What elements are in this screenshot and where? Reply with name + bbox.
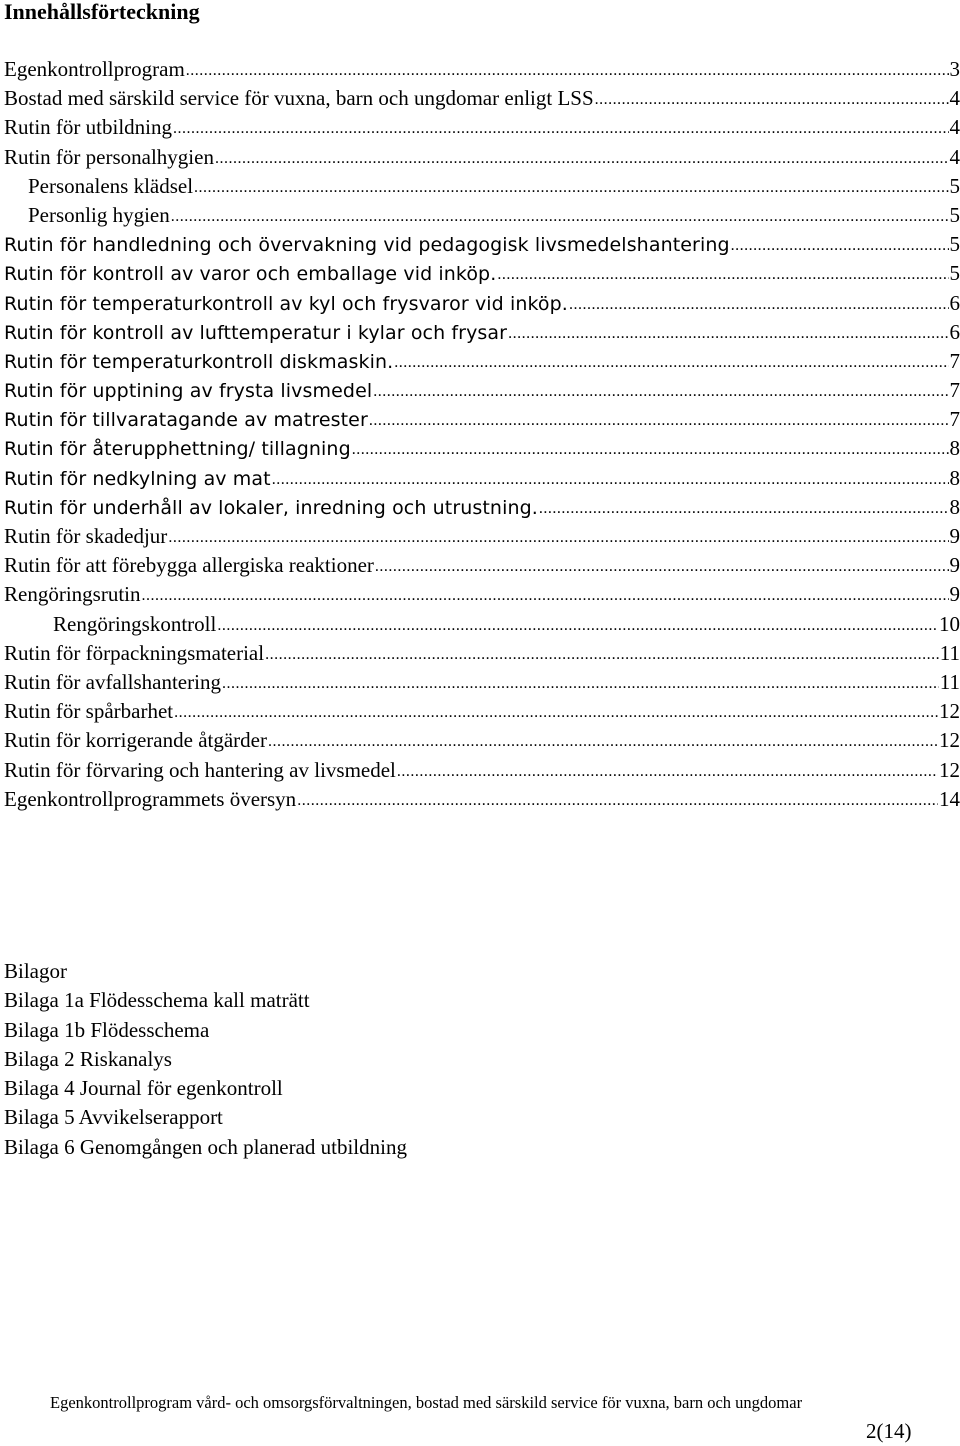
toc-entry[interactable] bbox=[4, 726, 960, 755]
toc-entry-page-number: 4 bbox=[949, 86, 960, 111]
toc-entry-label: Rutin för förvaring och hantering av livsmedel bbox=[4, 757, 396, 782]
toc-entry-page-number: 14 bbox=[939, 786, 960, 811]
toc-entry[interactable] bbox=[4, 113, 960, 142]
toc-entry-page-number: 4 bbox=[949, 144, 960, 169]
toc-entry[interactable] bbox=[4, 347, 960, 376]
toc-entry[interactable] bbox=[4, 639, 960, 668]
toc-dot-leader bbox=[174, 696, 938, 727]
toc-entry-page-number: 7 bbox=[949, 407, 960, 432]
toc-entry-page-number: 5 bbox=[949, 232, 960, 257]
toc-entry-page-number: 11 bbox=[939, 640, 960, 665]
toc-entry-label: Rutin för att förebygga allergiska reaktioner bbox=[4, 553, 374, 578]
toc-entry[interactable] bbox=[4, 756, 960, 785]
toc-entry-label: Rutin för förpackningsmaterial bbox=[4, 640, 265, 665]
toc-entry-page-number: 8 bbox=[949, 494, 960, 519]
appendix-heading: Bilagor bbox=[4, 959, 67, 983]
appendix-list bbox=[4, 957, 407, 1162]
toc-dot-leader bbox=[569, 288, 949, 319]
toc-dot-leader bbox=[268, 725, 938, 756]
toc-entry-label: Personalens klädsel bbox=[28, 173, 194, 198]
toc-entry-page-number: 4 bbox=[949, 115, 960, 140]
toc-entry-label: Rutin för återupphettning/ tillagning bbox=[4, 438, 351, 461]
toc-dot-leader bbox=[397, 755, 938, 786]
toc-dot-leader bbox=[222, 667, 939, 698]
page-number: 2(14) bbox=[866, 1419, 912, 1443]
toc-entry-label: Egenkontrollprogram bbox=[4, 57, 185, 81]
toc-entry[interactable] bbox=[4, 143, 960, 172]
toc-entry-label: Rengöringskontroll bbox=[53, 611, 217, 636]
toc-entry-page-number: 6 bbox=[949, 319, 960, 344]
toc-entry-page-number: 12 bbox=[939, 699, 960, 724]
toc-entry-page-number: 7 bbox=[949, 378, 960, 403]
toc-entry-label: Rutin för handledning och övervakning vid pedagogisk livsmedelshantering bbox=[4, 234, 730, 257]
toc-dot-leader bbox=[731, 229, 949, 260]
toc-entry-label: Rutin för nedkylning av mat bbox=[4, 467, 271, 490]
toc-entry[interactable] bbox=[4, 434, 960, 463]
toc-entry-label: Rutin för temperaturkontroll av kyl och frysvaror vid inköp. bbox=[4, 292, 568, 315]
toc-entry-label: Rutin för kontroll av varor och emballage vid inköp. bbox=[4, 263, 497, 286]
toc-dot-leader bbox=[394, 346, 948, 377]
toc-dot-leader bbox=[217, 609, 938, 640]
toc-dot-leader bbox=[369, 404, 949, 435]
toc-entry[interactable] bbox=[4, 405, 960, 434]
toc-dot-leader bbox=[297, 784, 938, 815]
toc-entry-label: Bostad med särskild service för vuxna, barn och ungdomar enligt LSS bbox=[4, 86, 594, 111]
toc-entry[interactable] bbox=[4, 785, 960, 814]
toc-entry[interactable] bbox=[4, 493, 960, 522]
toc-entry-page-number: 3 bbox=[949, 57, 960, 81]
appendix-item: Bilaga 1a Flödesschema kall maträtt bbox=[4, 988, 310, 1013]
toc-entry-page-number: 5 bbox=[949, 261, 960, 286]
toc-entry-label: Personlig hygien bbox=[28, 202, 170, 227]
toc-dot-leader bbox=[595, 83, 949, 114]
toc-entry-label: Rutin för kontroll av lufttemperatur i kylar och frysar bbox=[4, 321, 508, 344]
toc-entry-label: Rutin för temperaturkontroll diskmaskin. bbox=[4, 350, 394, 373]
toc-entry-page-number: 12 bbox=[939, 728, 960, 753]
toc-entry[interactable] bbox=[4, 376, 960, 405]
toc-dot-leader bbox=[171, 200, 949, 231]
toc-entry-page-number: 10 bbox=[939, 611, 960, 636]
page-footer: Egenkontrollprogram vård- och omsorgsförvaltningen, bostad med särskild service för vuxna, barn och ungdomar bbox=[50, 1393, 803, 1412]
toc-entry-page-number: 7 bbox=[949, 348, 960, 373]
toc-entry-page-number: 5 bbox=[949, 173, 960, 198]
toc-dot-leader bbox=[186, 54, 949, 85]
toc-dot-leader bbox=[142, 579, 949, 610]
toc-entry-label: Rutin för personalhygien bbox=[4, 144, 214, 169]
toc-dot-leader bbox=[508, 317, 948, 348]
toc-entry-label: Rutin för spårbarhet bbox=[4, 699, 174, 724]
toc-entry-page-number: 5 bbox=[949, 202, 960, 227]
toc-dot-leader bbox=[194, 171, 948, 202]
toc-entry-label: Rutin för skadedjur bbox=[4, 524, 168, 548]
toc-entry-page-number: 8 bbox=[949, 465, 960, 490]
toc-entry[interactable] bbox=[4, 522, 960, 551]
appendix-item: Bilaga 1b Flödesschema bbox=[4, 1017, 210, 1042]
toc-entry-label: Rutin för utbildning bbox=[4, 115, 172, 140]
toc-entry[interactable] bbox=[4, 668, 960, 697]
toc-entry-page-number: 11 bbox=[939, 669, 960, 694]
toc-entry[interactable] bbox=[4, 55, 960, 84]
toc-entry[interactable] bbox=[4, 201, 960, 230]
toc-entry-label: Rutin för tillvaratagande av matrester bbox=[4, 409, 368, 432]
toc-entry-label: Egenkontrollprogrammets översyn bbox=[4, 786, 297, 811]
toc-entry[interactable] bbox=[4, 697, 960, 726]
toc-dot-leader bbox=[539, 492, 949, 523]
toc-dot-leader bbox=[373, 375, 948, 406]
toc-heading: Innehållsförteckning bbox=[4, 0, 200, 24]
toc-entry-page-number: 6 bbox=[949, 290, 960, 315]
toc-entry-label: Rutin för avfallshantering bbox=[4, 669, 221, 694]
toc-dot-leader bbox=[168, 521, 948, 552]
appendix-item: Bilaga 2 Riskanalys bbox=[4, 1046, 172, 1071]
toc-dot-leader bbox=[215, 142, 949, 173]
toc-entry[interactable] bbox=[4, 610, 960, 639]
toc-entry-page-number: 9 bbox=[949, 553, 960, 578]
table-of-contents bbox=[4, 55, 960, 814]
appendix-item: Bilaga 4 Journal för egenkontroll bbox=[4, 1076, 283, 1101]
toc-entry-label: Rutin för upptining av frysta livsmedel bbox=[4, 380, 373, 403]
toc-entry-label: Rutin för korrigerande åtgärder bbox=[4, 728, 267, 753]
appendix-item: Bilaga 5 Avvikelserapport bbox=[4, 1105, 223, 1130]
toc-entry[interactable] bbox=[4, 551, 960, 580]
toc-entry-page-number: 12 bbox=[939, 757, 960, 782]
toc-entry[interactable] bbox=[4, 318, 960, 347]
toc-entry[interactable] bbox=[4, 172, 960, 201]
toc-entry[interactable] bbox=[4, 289, 960, 318]
toc-entry[interactable] bbox=[4, 84, 960, 113]
toc-entry-page-number: 9 bbox=[949, 524, 960, 548]
toc-entry[interactable] bbox=[4, 464, 960, 493]
toc-dot-leader bbox=[173, 112, 949, 143]
toc-dot-leader bbox=[352, 433, 949, 464]
toc-dot-leader bbox=[497, 258, 948, 289]
toc-entry[interactable] bbox=[4, 230, 960, 259]
toc-entry-label: Rutin för underhåll av lokaler, inredning och utrustning. bbox=[4, 496, 538, 519]
toc-entry-page-number: 8 bbox=[949, 436, 960, 461]
toc-dot-leader bbox=[272, 463, 949, 494]
toc-entry-page-number: 9 bbox=[949, 582, 960, 607]
toc-entry[interactable] bbox=[4, 580, 960, 609]
toc-dot-leader bbox=[265, 638, 939, 669]
toc-entry-label: Rengöringsrutin bbox=[4, 582, 141, 607]
toc-entry[interactable] bbox=[4, 259, 960, 288]
toc-dot-leader bbox=[375, 550, 949, 581]
appendix-item: Bilaga 6 Genomgången och planerad utbildning bbox=[4, 1134, 407, 1159]
